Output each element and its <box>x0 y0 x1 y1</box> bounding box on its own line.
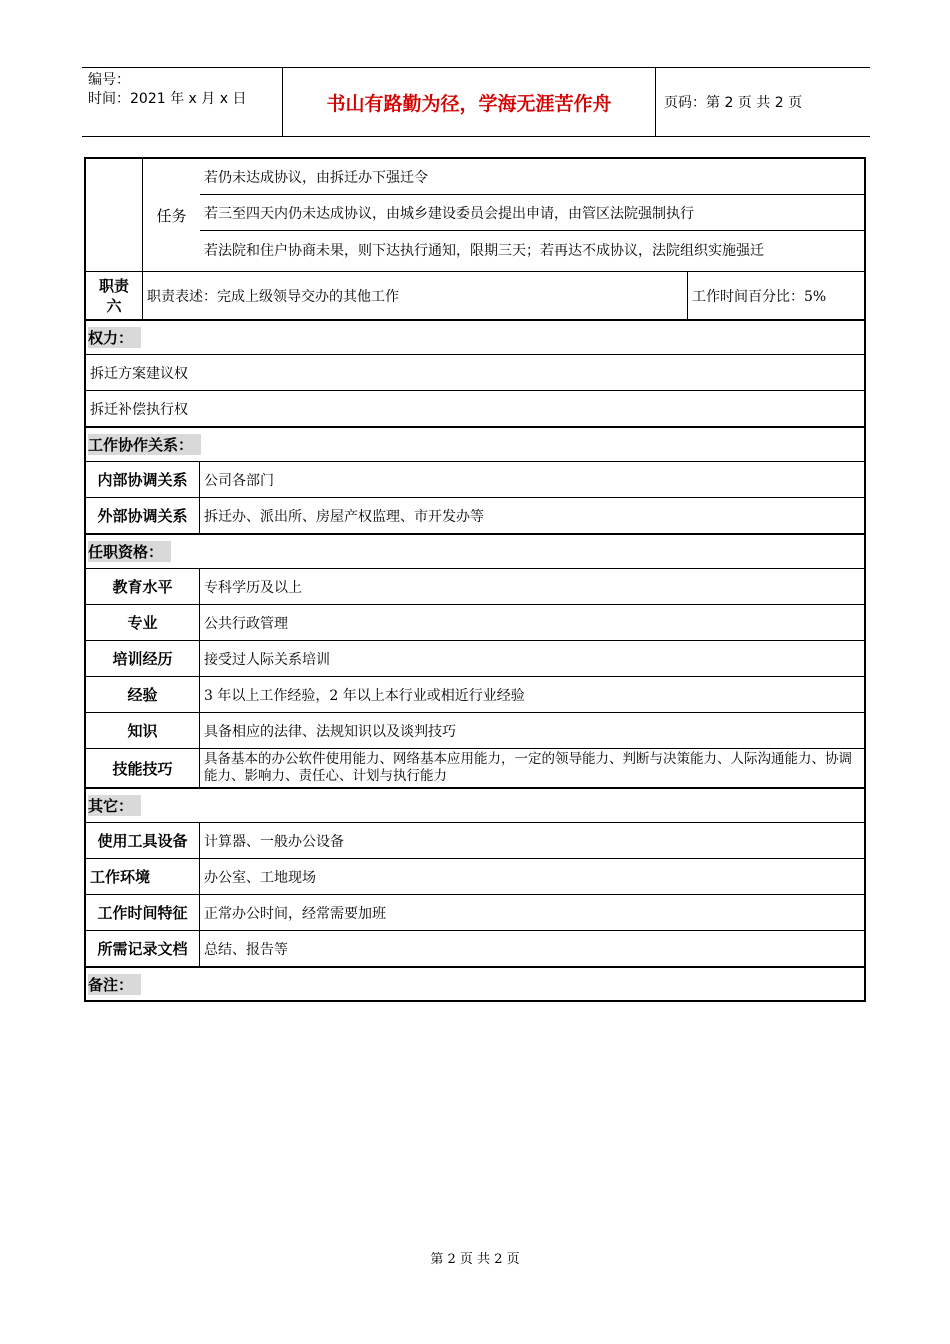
other-label: 所需记录文档 <box>97 940 188 958</box>
duty6-row <box>86 271 864 319</box>
other-value: 总结、报告等 <box>199 931 864 966</box>
task-item: 若法院和住户协商未果，则下达执行通知，限期三天；若再达不成协议，法院组织实施强迁 <box>204 242 764 259</box>
header-page-info: 页码：第 2 页 共 2 页 <box>664 95 803 111</box>
tasks-block <box>86 159 864 271</box>
other-row <box>86 822 864 858</box>
time-label: 时间：2021 年 x 月 x 日 <box>88 91 247 107</box>
qualification-row <box>86 640 864 676</box>
qualifications-section <box>86 533 864 568</box>
page-footer: 第 2 页 共 2 页 <box>430 1252 520 1267</box>
other-label: 工作时间特征 <box>97 904 188 922</box>
qualification-value: 3 年以上工作经验，2 年以上本行业或相近行业经验 <box>199 677 864 712</box>
power-item: 拆迁方案建议权 <box>90 365 188 382</box>
other-value: 办公室、工地现场 <box>199 859 864 894</box>
relation-row <box>86 497 864 533</box>
relation-value: 公司各部门 <box>199 462 864 497</box>
duty6-percent: 工作时间百分比：5% <box>687 272 864 319</box>
relation-label: 内部协调关系 <box>97 471 188 489</box>
qualification-label: 专业 <box>127 614 158 632</box>
qualification-label: 培训经历 <box>112 650 173 668</box>
relation-label: 外部协调关系 <box>97 507 188 525</box>
qualification-row <box>86 712 864 748</box>
header-motto: 书山有路勤为径，学海无涯苦作舟 <box>282 68 656 136</box>
other-label: 工作环境 <box>90 868 151 886</box>
other-section <box>86 787 864 822</box>
power-section <box>86 319 864 354</box>
other-value: 正常办公时间，经常需要加班 <box>199 895 864 930</box>
relations-section <box>86 426 864 461</box>
duty6-label: 职责六 <box>98 276 129 315</box>
duty6-description: 职责表述：完成上级领导交办的其他工作 <box>142 272 687 319</box>
qualification-value: 具备基本的办公软件使用能力、网络基本应用能力，一定的领导能力、判断与决策能力、人际沟通能力、协调能力、影响力、责任心、计划与执行能力 <box>199 749 864 787</box>
qualification-label: 技能技巧 <box>112 759 173 778</box>
other-row <box>86 930 864 966</box>
relation-value: 拆迁办、派出所、房屋产权监理、市开发办等 <box>199 498 864 533</box>
qualification-row <box>86 748 864 787</box>
remarks-section <box>86 966 864 1000</box>
tasks-empty-cell <box>86 159 142 271</box>
qualification-label: 知识 <box>127 722 158 740</box>
page-header <box>82 67 870 137</box>
header-meta <box>82 68 288 139</box>
task-item: 若三至四天内仍未达成协议，由城乡建设委员会提出申请，由管区法院强制执行 <box>200 195 864 231</box>
other-label: 使用工具设备 <box>97 832 188 850</box>
other-row <box>86 894 864 930</box>
qualification-value: 公共行政管理 <box>199 605 864 640</box>
tasks-list <box>200 159 864 271</box>
qualification-label: 经验 <box>127 686 158 704</box>
qualification-row <box>86 676 864 712</box>
power-row <box>86 354 864 390</box>
job-description-table <box>84 157 866 1002</box>
qualification-value: 专科学历及以上 <box>199 569 864 604</box>
qualification-row <box>86 568 864 604</box>
task-item: 若仍未达成协议，由拆迁办下强迁令 <box>200 159 864 195</box>
power-title: 权力： <box>88 327 141 348</box>
other-value: 计算器、一般办公设备 <box>199 823 864 858</box>
tasks-label: 任务 <box>142 159 200 271</box>
other-row <box>86 858 864 894</box>
qualification-value: 具备相应的法律、法规知识以及谈判技巧 <box>199 713 864 748</box>
qualifications-title: 任职资格： <box>88 541 171 562</box>
number-label: 编号： <box>88 72 130 88</box>
other-title: 其它： <box>88 795 141 816</box>
relation-row <box>86 461 864 497</box>
remarks-title: 备注： <box>88 974 141 995</box>
qualification-value: 接受过人际关系培训 <box>199 641 864 676</box>
relations-title: 工作协作关系： <box>88 434 201 455</box>
qualification-label: 教育水平 <box>112 578 173 596</box>
power-row <box>86 390 864 426</box>
power-item: 拆迁补偿执行权 <box>90 401 188 418</box>
qualification-row <box>86 604 864 640</box>
